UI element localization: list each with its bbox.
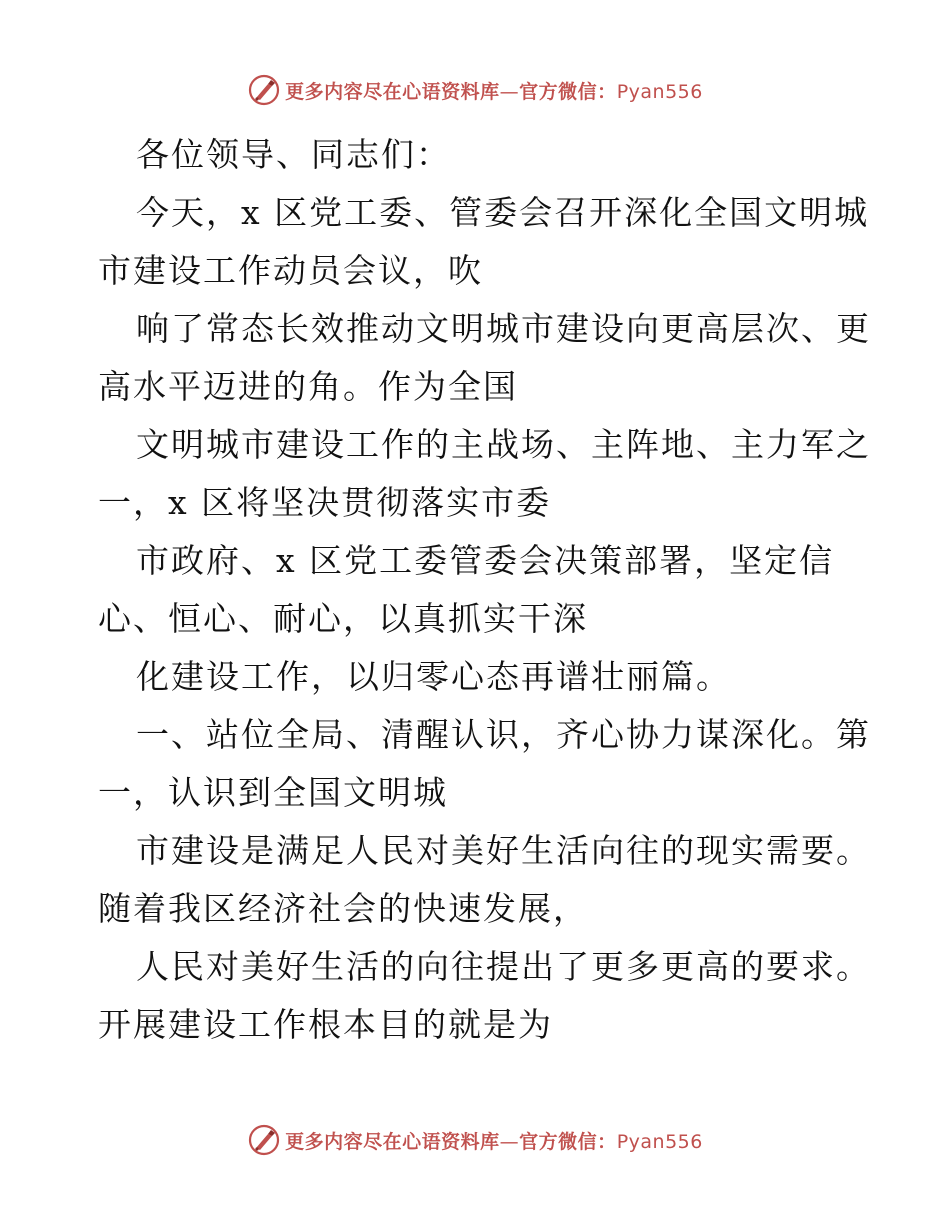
text-line: 化建设工作，以归零心态再谱壮丽篇。	[136, 657, 731, 696]
text-line: 各位领导、同志们：	[136, 135, 451, 174]
text-line: 市政府、x 区党工委管委会决策部署，坚定信	[136, 541, 835, 580]
text-line: 开展建设工作根本目的就是为	[98, 1005, 553, 1044]
pen-circle-logo-icon	[247, 73, 281, 107]
text-line: 文明城市建设工作的主战场、主阵地、主力军之	[136, 425, 871, 464]
header-watermark-text: 更多内容尽在心语资料库—官方微信：Pyan556	[285, 80, 703, 103]
text-line: 人民对美好生活的向往提出了更多更高的要求。	[136, 947, 871, 986]
text-line: 心、恒心、耐心，以真抓实干深	[98, 599, 588, 638]
header-watermark	[0, 70, 950, 110]
text-line: 市建设工作动员会议，吹	[98, 251, 483, 290]
footer-watermark-text: 更多内容尽在心语资料库—官方微信：Pyan556	[285, 1130, 703, 1153]
text-line: 一，认识到全国文明城	[98, 773, 448, 812]
text-line: 今天，x 区党工委、管委会召开深化全国文明城	[136, 193, 870, 232]
text-line: 一、站位全局、清醒认识，齐心协力谋深化。第	[136, 715, 871, 754]
text-line: 随着我区经济社会的快速发展，	[98, 889, 588, 928]
speech-body	[98, 126, 871, 1054]
pen-circle-logo-icon	[247, 1123, 281, 1157]
text-line: 市建设是满足人民对美好生活向往的现实需要。	[136, 831, 871, 870]
footer-watermark	[0, 1120, 950, 1160]
text-line: 高水平迈进的角。作为全国	[98, 367, 518, 406]
text-line: 一，x 区将坚决贯彻落实市委	[98, 483, 552, 522]
text-line: 响了常态长效推动文明城市建设向更高层次、更	[136, 309, 871, 348]
